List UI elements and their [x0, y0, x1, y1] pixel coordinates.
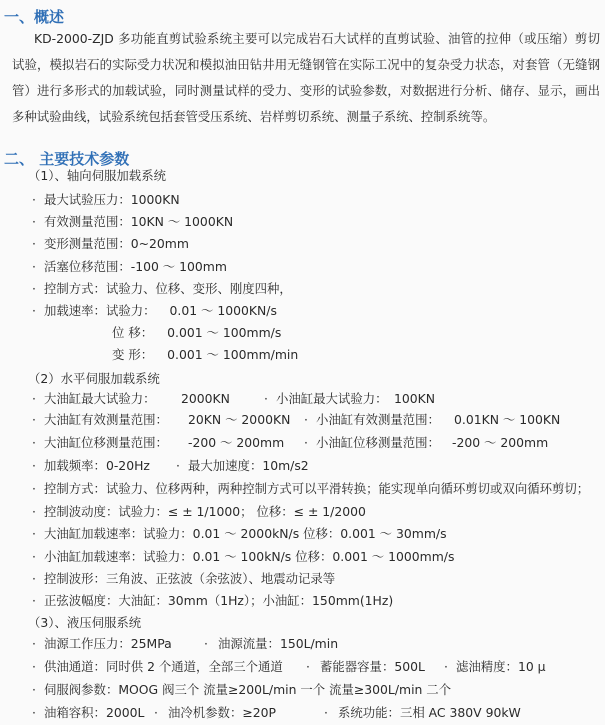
list-item: · 正弦波幅度：大油缸：30mm（1Hz）；小油缸：150mm(1Hz) [32, 593, 394, 608]
list-item: · 控制波形：三角波、正弦波（余弦波）、地震动记录等 [32, 571, 336, 586]
list-item: · 大油缸有效测量范围： 20KN ～ 2000KN · 小油缸有效测量范围： 0.01KN ～ 100KN [32, 412, 561, 427]
list-item: · 变形测量范围：0~20mm [32, 236, 189, 251]
list-item: · 有效测量范围：10KN ～ 1000KN [32, 214, 234, 229]
list-item: · 大油缸加载速率：试验力：0.01 ～ 2000kN/s 位移：0.001 ～ 30mm/s [32, 526, 447, 541]
loading-rate-row: 变 形： 0.001 ～ 100mm/min [112, 347, 299, 362]
subsection-title-axial: （1）、轴向伺服加载系统 [28, 168, 166, 183]
list-item: · 控制方式：试验力、位移两种，两种控制方式可以平滑转换；能实现单向循环剪切或双向循环剪切； [32, 481, 590, 496]
list-item: · 控制方式：试验力、位移、变形、刚度四种， [32, 281, 292, 296]
list-item: · 最大试验压力：1000KN [32, 192, 180, 207]
list-item: · 小油缸加载速率：试验力：0.01 ～ 100kN/s 位移：0.001 ～ 1000mm/s [32, 549, 455, 564]
section-heading-overview: 一、概述 [4, 8, 65, 26]
list-item: · 控制波动度：试验力：≤ ± 1/1000； 位移：≤ ± 1/2000 [32, 504, 366, 519]
loading-rate-row: · 加载速率：试验力： 0.01 ～ 1000KN/s [32, 303, 277, 318]
overview-paragraph: KD-2000-ZJD 多功能直剪试验系统主要可以完成岩石大试样的直剪试验、油管的拉伸（或压缩）剪切试验，模拟岩石的实际受力状况和模拟油田钻井用无缝钢管在实际工况中的复杂受力状态，对套管（无缝钢管）进行多形式的加载试验，同时测量试样的受力、变形的试验参数，对数据进行分析、储存、显示，画出多种试验曲线，试验系统包括套管受压系统、岩样剪切系统、测量子系统、控制系统等。 [12, 31, 600, 124]
section-heading-parameters: 二、 主要技术参数 [4, 150, 130, 168]
list-item: · 大油缸最大试验力： 2000KN · 小油缸最大试验力： 100KN [32, 391, 436, 406]
list-item: · 活塞位移范围：-100 ～ 100mm [32, 259, 227, 274]
loading-rate-row: 位 移： 0.001 ～ 100mm/s [112, 325, 282, 340]
list-item: · 油源工作压力：25MPa · 油源流量：150L/min [32, 636, 339, 651]
subsection-title-horizontal: （2）水平伺服加载系统 [28, 371, 160, 386]
list-item: · 供油通道：同时供 2 个通道，全部三个通道 · 蓄能器容量：500L · 滤油精度：10 μ [32, 659, 546, 674]
list-item: · 油箱容积：2000L · 油冷机参数：≥20P · 系统功能：三相 AC 380V 90kW [32, 705, 521, 720]
list-item: · 加载频率：0-20Hz · 最大加速度：10m/s2 [32, 458, 309, 473]
list-item: · 伺服阀参数：MOOG 阀三个 流量≥200L/min 一个 流量≥300L/min 二个 [32, 682, 452, 697]
subsection-title-hydraulic: （3）、液压伺服系统 [28, 615, 142, 630]
list-item: · 大油缸位移测量范围： -200 ～ 200mm · 小油缸位移测量范围： -200 ～ 200mm [32, 435, 549, 450]
